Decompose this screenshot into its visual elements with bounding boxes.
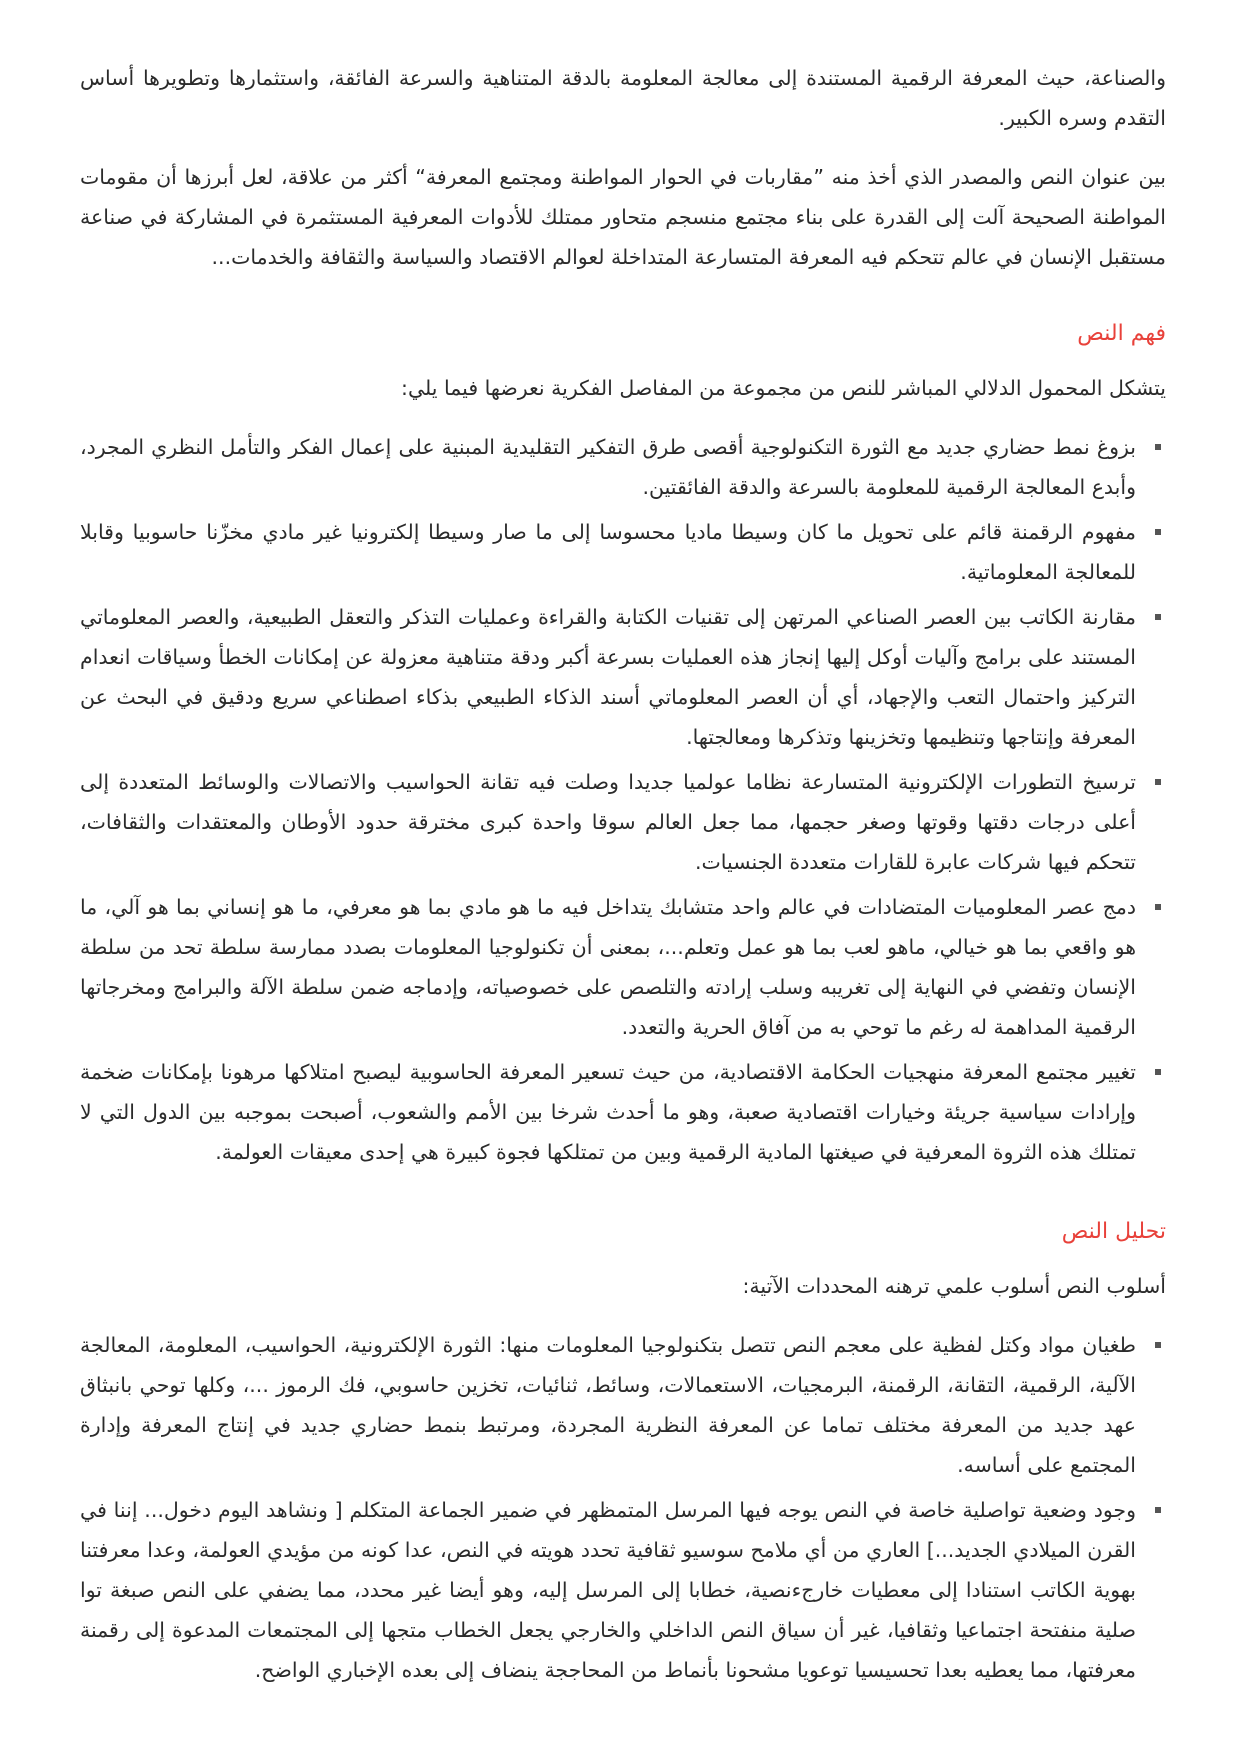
list-item-text: مقارنة الكاتب بين العصر الصناعي المرتهن إلى تقنيات الكتابة والقراءة وعمليات التذكر والتعقل الطبيعية، والعصر المعلوماتي المستند على برامج وآليات أوكل إليها إنجاز هذه العمليات بسرعة أكبر ودقة متناهية معزولة عن إمكانات الخطأ وسياقات انعدام التركيز واحتمال التعب والإجهاد، أي أن العصر المعلوماتي أسند الذكاء الطبيعي بذكاء اصطناعي سريع ودقيق في البحث عن المعرفة وإنتاجها وتنظيمها وتخزينها وتذكرها ومعالجتها. [80,605,1136,749]
list-item [80,597,1136,757]
list-item-text: دمج عصر المعلوميات المتضادات في عالم واحد متشابك يتداخل فيه ما هو مادي بما هو معرفي، ما هو إنساني بما هو آلي، ما هو واقعي بما هو خيالي، ماهو لعب بما هو عمل وتعلم...، بمعنى أن تكنولوجيا المعلومات بصدد ممارسة سلطة تحد من سلطة الإنسان وتفضي في النهاية إلى تغريبه وسلب إرادته والتلصص على خصوصياته، وإدماجه ضمن سلطة الآلة والبرامج ومخرجاتها الرقمية المداهمة له رغم ما توحي به من آفاق الحرية والتعدد. [80,895,1136,1039]
list-item-text: ترسيخ التطورات الإلكترونية المتسارعة نظاما عولميا جديدا وصلت فيه تقانة الحواسيب والاتصالات والوسائط المتعددة إلى أعلى درجات دقتها وقوتها وصغر حجمها، مما جعل العالم سوقا واحدة كبرى مخترقة حدود الأوطان والمعتقدات والثقافات، تتحكم فيها شركات عابرة للقارات متعددة الجنسيات. [80,770,1136,874]
intro-paragraph-2: بين عنوان النص والمصدر الذي أخذ منه ”مقاربات في الحوار المواطنة ومجتمع المعرفة“ أكثر من علاقة، لعل أبرزها أن مقومات المواطنة الصحيحة آلت إلى القدرة على بناء مجتمع منسجم متحاور ممتلك للأدوات المعرفية المستثمرة في المشاركة في صناعة مستقبل الإنسان في عالم تتحكم فيه المعرفة المتسارعة المتداخلة لعوالم الاقتصاد والسياسة والثقافة والخدمات... [80,165,1166,269]
analysis-lead: أسلوب النص أسلوب علمي ترهنه المحددات الآتية: [742,1274,1166,1298]
square-bullet-icon [1155,444,1161,450]
list-item [80,1490,1136,1690]
list-item-text: طغيان مواد وكتل لفظية على معجم النص تتصل بتكنولوجيا المعلومات منها: الثورة الإلكترونية، الحواسيب، المعلومة، المعالجة الآلية، الرقمية، التقانة، الرقمنة، البرمجيات، الاستعمالات، وسائط، ثنائيات، تخزين حاسوبي، فك الرموز ...، وكلها توحي بانبثاق عهد جديد من المعرفة مختلف تماما عن المعرفة النظرية المجردة، ومرتبط بنمط حضاري جديد في إنتاج المعرفة وإدارة المجتمع على أساسه. [80,1333,1136,1477]
list-item-text: مفهوم الرقمنة قائم على تحويل ما كان وسيطا ماديا محسوسا إلى ما صار وسيطا إلكترونيا غير مادي مخزّنا حاسوبيا وقابلا للمعالجة المعلوماتية. [80,520,1136,584]
analysis-list [80,1325,1166,1690]
list-item [80,1052,1136,1172]
list-item-text: بزوغ نمط حضاري جديد مع الثورة التكنولوجية أقصى طرق التفكير التقليدية المبنية على إعمال الفكر والتأمل النظري المجرد، وأبدع المعالجة الرقمية للمعلومة بالسرعة والدقة الفائقتين. [80,435,1136,499]
square-bullet-icon [1155,1342,1161,1348]
list-item [80,427,1136,507]
section-heading-analysis: تحليل النص [1061,1219,1166,1244]
intro-paragraph-1: والصناعة، حيث المعرفة الرقمية المستندة إلى معالجة المعلومة بالدقة المتناهية والسرعة الفائقة، واستثمارها وتطويرها أساس التقدم وسره الكبير. [80,66,1166,130]
square-bullet-icon [1155,904,1161,910]
list-item-text: وجود وضعية تواصلية خاصة في النص يوجه فيها المرسل المتمظهر في ضمير الجماعة المتكلم [ ونشاهد اليوم دخول... إننا في القرن الميلادي الجديد...] العاري من أي ملامح سوسيو ثقافية تحدد هويته في النص، عدا كونه من مؤيدي العولمة، وعدا معرفتنا بهوية الكاتب استنادا إلى معطيات خارجءنصية، خطابا إلى المرسل إليه، وهو أيضا غير محدد، مما يضفي على النص صبغة توا صلية منفتحة اجتماعيا وثقافيا، غير أن سياق النص الداخلي والخارجي يجعل الخطاب متجها إلى المجتمعات المدعوة إلى رقمنة معرفتها، مما يعطيه بعدا تحسيسيا توعويا مشحونا بأنماط من المحاججة ينضاف إلى بعده الإخباري الواضح. [80,1498,1136,1682]
square-bullet-icon [1155,1507,1161,1513]
square-bullet-icon [1155,1069,1161,1075]
square-bullet-icon [1155,779,1161,785]
list-item-text: تغيير مجتمع المعرفة منهجيات الحكامة الاقتصادية، من حيث تسعير المعرفة الحاسوبية ليصبح امتلاكها مرهونا بإمكانات ضخمة وإرادات سياسية جريئة وخيارات اقتصادية صعبة، وهو ما أحدث شرخا بين الأمم والشعوب، أصبحت بموجبه بين الدول التي لا تمتلك هذه الثروة المعرفية في صيغتها المادية الرقمية وبين من تمتلكها فجوة كبيرة هي إحدى معيقات العولمة. [80,1060,1136,1164]
square-bullet-icon [1155,529,1161,535]
square-bullet-icon [1155,614,1161,620]
list-item [80,887,1136,1047]
list-item [80,512,1136,592]
understanding-list [80,427,1166,1172]
section-heading-understanding: فهم النص [1077,321,1166,346]
list-item [80,1325,1136,1485]
list-item [80,762,1136,882]
understanding-lead: يتشكل المحمول الدلالي المباشر للنص من مجموعة من المفاصل الفكرية نعرضها فيما يلي: [401,376,1166,400]
